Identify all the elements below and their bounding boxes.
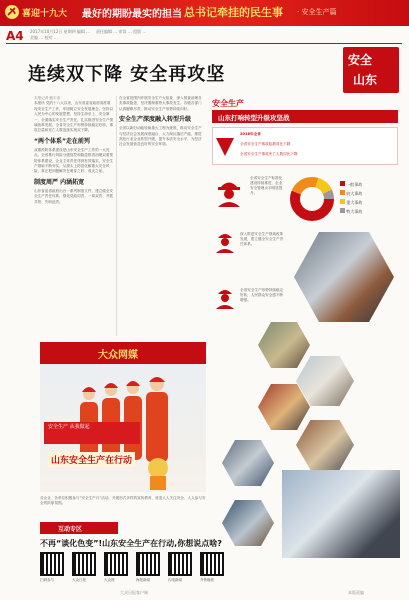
legend-label: 特大事故 (346, 209, 363, 214)
donut-legend (340, 180, 362, 216)
article-subheading: “两个体系”走在前列 (34, 137, 90, 145)
legend-label: 一般事故 (346, 182, 363, 187)
legend-label: 较大事故 (346, 191, 363, 196)
qr-code[interactable] (104, 552, 128, 576)
qr-label: 齐鲁晚报 (200, 578, 214, 582)
worker-helmet-icon (214, 175, 244, 207)
article-subheading: 安全生产深度融入转型升级 (119, 116, 192, 124)
banner-part4: · 安全生产篇 (297, 8, 337, 16)
page-number: A4 (6, 29, 24, 43)
infographic-title: 安全生产 (212, 99, 244, 108)
article-paragraph: 全省以新旧动能转换重大工程为统领，推动安全生产与经济社会发展深度融合，大力淘汰落后产能，推进高危行业企业转型升级，提升本质安全水平，为经济社会发展营造良好的安全环境。 (119, 126, 202, 147)
infographic-text-3: 全省安全生产形势持续稳定好转，人民群众安全感不断增强。 (240, 288, 284, 302)
footer-right: 本版责编 (348, 590, 364, 595)
legend-item (340, 207, 362, 216)
article-paragraph: 本报讯 党的十八大以来，山东省委省政府高度重视安全生产工作，牢固树立安全发展理念，坚持以人民为中心的发展思想，坚持生命至上、安全第一，全面落实安全生产责任，扎实推进安全生产领域改革发展，全省安全生产形势持续稳定好转，事故总量和死亡人数连续实现双下降。 (34, 101, 114, 133)
worker-welding-photo (294, 232, 394, 322)
header-meta-1: 2017年10月12日 星期四 编辑 … 美编 … 校对 … (30, 29, 91, 40)
safety-shandong-logo (343, 47, 399, 93)
legend-swatch (340, 181, 345, 186)
stats-line-1: 全省安全生产事故起数同比下降 (240, 142, 291, 146)
logo-line-2: 山东 (353, 73, 378, 87)
stats-label: 2016年全省 (240, 132, 261, 136)
qr-code[interactable] (72, 552, 96, 576)
legend-item (340, 189, 362, 198)
legend-item (340, 180, 362, 189)
qr-code[interactable] (40, 552, 64, 576)
qr-code[interactable] (168, 552, 192, 576)
article-column-1 (34, 96, 114, 336)
ad-brand: 大众网媒 (98, 350, 138, 361)
ad-header (40, 342, 206, 364)
legend-item (340, 198, 362, 207)
article-subheading: 制度周严 内涵拓宽 (34, 178, 85, 186)
legend-swatch (340, 199, 345, 204)
interaction-section-label: 互动专区 (58, 526, 83, 533)
page-headline: 连续双下降 安全再攻坚 (28, 64, 226, 85)
interaction-section-header (40, 522, 118, 534)
qr-label: 大众日报 (72, 578, 86, 582)
article-paragraph: 双重预防体系建设是山东安全生产工作的一大亮点。全省推行风险分级管控和隐患排查治理双重预防体系建设，企业主体责任得到有效落实，安全生产基础不断夯实。从源头上防范化解重大安全风险，真正把问题解决在萌芽之时、成灾之前。 (34, 147, 114, 174)
stats-line-2: 全省安全生产事故死亡人数同比下降 (240, 152, 298, 156)
header-meta-2: 责任编辑 … 审读 … 组版 … (96, 29, 147, 34)
qr-label: 海报新闻 (136, 578, 150, 582)
article-column-2 (119, 96, 205, 336)
workers-photo (222, 440, 274, 486)
legend-swatch (340, 208, 345, 213)
top-banner (0, 0, 409, 26)
infographic-text-1: 全省安全生产标准化建设持续推进，企业安全管理水平明显提升。 (250, 176, 283, 195)
banner-slogan: 喜迎十九大 (22, 9, 68, 19)
infographic-text-2: 深入推进安全生产领域改革发展，建立健全安全生产责任体系。 (240, 232, 284, 246)
footer-left: 大众日报客户端 (120, 590, 148, 595)
down-arrow-icon (216, 138, 234, 156)
accident-donut-chart (288, 175, 336, 223)
lower-paragraph: 各企业、各单位积极参与“安全生产月”活动，开展形式多样的宣传教育，营造人人关注安全、人人参与安全的浓厚氛围。 (40, 496, 206, 506)
legend-swatch (340, 190, 345, 195)
infographic-banner: 山东打响转型升级攻坚战 (212, 110, 398, 123)
qr-code[interactable] (136, 552, 160, 576)
legend-label: 重大事故 (346, 200, 363, 205)
banner-part1: 最好的期盼 (82, 9, 132, 20)
article-byline: 本报记者 鲍丰奎 (34, 96, 61, 100)
worker-icon (214, 285, 236, 309)
article-paragraph: 在全省范围内开展安全生产大检查，深入排查治理各类事故隐患，坚决遏制重特大事故发生。各级各部门认真履职尽责，推动安全生产形势持续向好。 (119, 96, 202, 111)
column-divider (116, 96, 117, 336)
ad-tagline: 安全生产 从我做起 (44, 422, 140, 444)
training-photo (222, 500, 274, 546)
bridge-photo (282, 470, 400, 558)
logo-line-1: 安全 (348, 53, 373, 67)
site-photo (258, 322, 310, 368)
inspection-photo (296, 420, 354, 470)
article-paragraph: 山东省委省政府出台一系列制度文件，建立健全安全生产责任体系，强化党政同责、一岗双责、齐抓共管、失职追责。 (34, 188, 114, 204)
qr-code[interactable] (200, 552, 224, 576)
qr-label: 扫码参与 (40, 578, 54, 582)
interaction-title: 不再“谈化色变”!山东安全生产在行动,你想说点啥? (40, 539, 222, 548)
qr-label: 大众网 (104, 578, 115, 582)
qr-label: 闪电新闻 (168, 578, 182, 582)
header-rule (6, 43, 402, 44)
banner-part3: 总书记牵挂的民生事 (184, 6, 283, 19)
party-emblem-icon (4, 4, 20, 20)
worker-icon (214, 229, 236, 253)
banner-part2: 最实的担当 (132, 9, 182, 20)
ad-headline: 山东安全生产在行动 (48, 452, 135, 467)
